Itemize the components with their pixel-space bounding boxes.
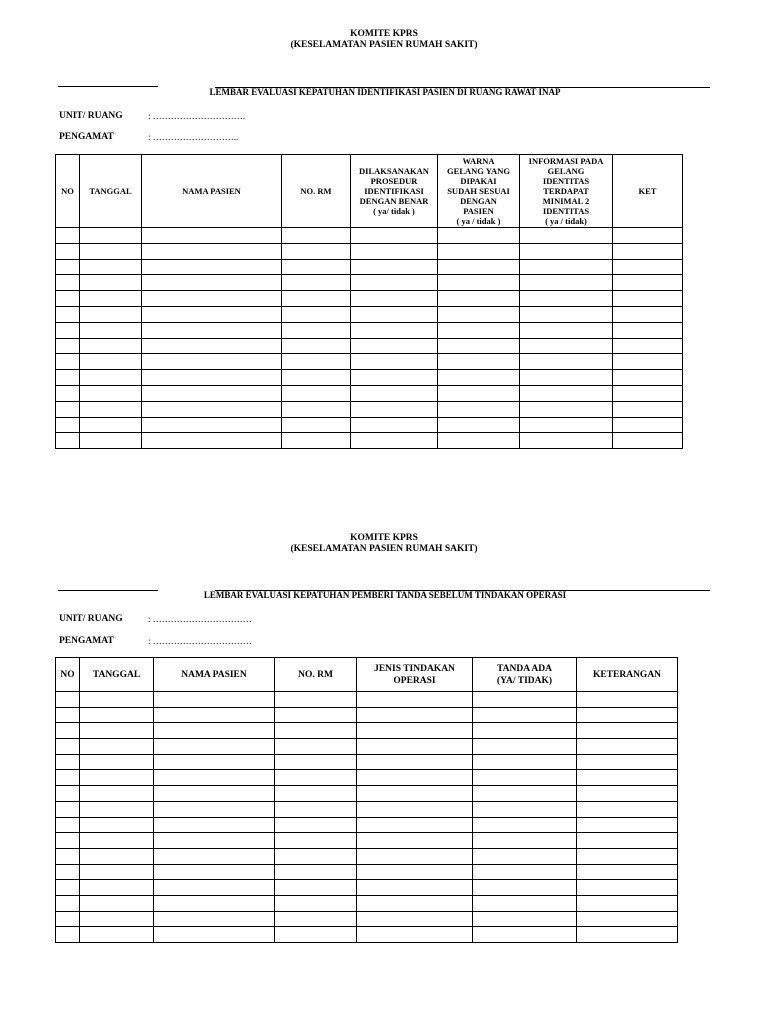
table-cell[interactable] [613,354,683,370]
table-row [56,707,678,723]
table-cell[interactable] [577,801,678,817]
table-cell[interactable] [520,370,613,386]
table-cell[interactable] [80,692,154,708]
table-cell[interactable] [154,895,275,911]
table-cell[interactable] [351,370,438,386]
table-cell[interactable] [56,338,80,354]
table-cell[interactable] [80,707,154,723]
table-cell[interactable] [142,433,282,449]
table-cell[interactable] [520,291,613,307]
table-cell[interactable] [142,275,282,291]
table-cell[interactable] [351,306,438,322]
table-cell[interactable] [275,848,357,864]
table-cell[interactable] [438,354,520,370]
table-cell[interactable] [357,770,473,786]
table-cell[interactable] [56,291,80,307]
table-cell[interactable] [154,770,275,786]
table-cell[interactable] [154,817,275,833]
table-cell[interactable] [56,370,80,386]
table-cell[interactable] [275,754,357,770]
table-cell[interactable] [438,275,520,291]
table-row [56,338,683,354]
table-cell[interactable] [80,385,142,401]
table-cell[interactable] [56,306,80,322]
table-cell[interactable] [275,739,357,755]
table-row [56,801,678,817]
table-cell[interactable] [142,243,282,259]
table-cell[interactable] [80,754,154,770]
table-row [56,723,678,739]
table-cell[interactable] [613,401,683,417]
table-cell[interactable] [56,864,80,880]
table-row [56,259,683,275]
table-cell[interactable] [56,707,80,723]
table-cell[interactable] [473,770,577,786]
table-cell[interactable] [473,817,577,833]
table-cell[interactable] [357,833,473,849]
table-cell[interactable] [80,370,142,386]
table-cell[interactable] [80,833,154,849]
table-cell[interactable] [577,754,678,770]
table-cell[interactable] [154,880,275,896]
table-cell[interactable] [80,401,142,417]
table-cell[interactable] [282,433,351,449]
table-cell[interactable] [275,692,357,708]
table-cell[interactable] [282,401,351,417]
table-cell[interactable] [520,401,613,417]
observer-field: : …………………………… [148,636,252,646]
table-cell[interactable] [473,833,577,849]
table-cell[interactable] [473,927,577,943]
table-cell[interactable] [438,306,520,322]
table-cell[interactable] [154,692,275,708]
table-cell[interactable] [577,817,678,833]
table-cell[interactable] [142,322,282,338]
table-cell[interactable] [275,833,357,849]
table-cell[interactable] [80,927,154,943]
column-header: NO [56,658,80,692]
table-cell[interactable] [357,786,473,802]
table-cell[interactable] [438,259,520,275]
table-cell[interactable] [577,880,678,896]
table-cell[interactable] [56,833,80,849]
table-cell[interactable] [357,801,473,817]
table-cell[interactable] [577,707,678,723]
table-cell[interactable] [154,848,275,864]
table-cell[interactable] [56,228,80,244]
table-cell[interactable] [56,927,80,943]
table-cell[interactable] [56,692,80,708]
table-cell[interactable] [438,243,520,259]
committee-title: KOMITE KPRS [350,29,418,39]
table-cell[interactable] [56,801,80,817]
table-cell[interactable] [275,895,357,911]
table-cell[interactable] [520,228,613,244]
column-header: TANGGAL [80,658,154,692]
table-cell[interactable] [282,243,351,259]
table-cell[interactable] [577,833,678,849]
table-cell[interactable] [154,864,275,880]
table-cell[interactable] [56,848,80,864]
column-header: KETERANGAN [577,658,678,692]
table-row [56,370,683,386]
table-row [56,291,683,307]
table-cell[interactable] [154,927,275,943]
table-cell[interactable] [56,322,80,338]
table-cell[interactable] [80,801,154,817]
table-cell[interactable] [80,895,154,911]
table-cell[interactable] [56,880,80,896]
table-cell[interactable] [473,739,577,755]
table-cell[interactable] [520,275,613,291]
table-cell[interactable] [351,433,438,449]
table-cell[interactable] [56,385,80,401]
table-cell[interactable] [473,911,577,927]
table-cell[interactable] [473,801,577,817]
table-cell[interactable] [80,291,142,307]
unit-field: : …………………………. [148,111,246,121]
table-cell[interactable] [80,417,142,433]
table-cell[interactable] [357,739,473,755]
table-cell[interactable] [56,786,80,802]
table-cell[interactable] [282,275,351,291]
table-cell[interactable] [142,401,282,417]
table-row [56,417,683,433]
table-cell[interactable] [520,322,613,338]
table-cell[interactable] [357,754,473,770]
table-cell[interactable] [56,911,80,927]
table-cell[interactable] [473,707,577,723]
table-cell[interactable] [56,723,80,739]
table-cell[interactable] [282,259,351,275]
table-cell[interactable] [56,243,80,259]
table-cell[interactable] [275,817,357,833]
table-cell[interactable] [351,259,438,275]
column-header: NO. RM [282,155,351,228]
table-cell[interactable] [357,848,473,864]
table-row [56,354,683,370]
table-cell[interactable] [613,322,683,338]
column-header: INFORMASI PADA GELANG IDENTITAS TERDAPAT MINIMAL 2 IDENTITAS ( ya / tidak) [520,155,613,228]
table-cell[interactable] [613,338,683,354]
table-cell[interactable] [282,417,351,433]
committee-subtitle: (KESELAMATAN PASIEN RUMAH SAKIT) [290,544,478,554]
table-cell[interactable] [473,754,577,770]
table-cell[interactable] [154,911,275,927]
table-cell[interactable] [142,291,282,307]
table-cell[interactable] [473,723,577,739]
table-row [56,306,683,322]
table-cell[interactable] [577,864,678,880]
column-header: NO. RM [275,658,357,692]
table-cell[interactable] [438,417,520,433]
table-cell[interactable] [520,417,613,433]
table-cell[interactable] [357,723,473,739]
table-row [56,864,678,880]
table-cell[interactable] [80,338,142,354]
table-cell[interactable] [80,243,142,259]
table-row [56,275,683,291]
table-cell[interactable] [80,848,154,864]
table-cell[interactable] [142,385,282,401]
table-cell[interactable] [142,338,282,354]
table-cell[interactable] [438,338,520,354]
table-cell[interactable] [520,243,613,259]
form-title: LEMBAR EVALUASI KEPATUHAN PEMBERI TANDA SEBELUM TINDAKAN OPERASI [203,590,567,600]
table-cell[interactable] [80,786,154,802]
table-cell[interactable] [577,770,678,786]
table-cell[interactable] [154,723,275,739]
table-cell[interactable] [438,401,520,417]
table-cell[interactable] [577,786,678,802]
table-cell[interactable] [282,291,351,307]
table-cell[interactable] [520,433,613,449]
table-cell[interactable] [80,770,154,786]
table-cell[interactable] [351,275,438,291]
table-cell[interactable] [80,864,154,880]
table-cell[interactable] [275,801,357,817]
table-cell[interactable] [275,723,357,739]
table-cell[interactable] [438,385,520,401]
table-cell[interactable] [438,228,520,244]
evaluation-table-identifikasi [55,154,683,449]
column-header: NAMA PASIEN [154,658,275,692]
committee-subtitle: (KESELAMATAN PASIEN RUMAH SAKIT) [290,40,478,50]
table-cell[interactable] [520,259,613,275]
column-header: NO [56,155,80,228]
table-cell[interactable] [357,817,473,833]
table-cell[interactable] [154,786,275,802]
column-header: KET [613,155,683,228]
table-cell[interactable] [351,354,438,370]
table-cell[interactable] [80,911,154,927]
table-cell[interactable] [80,322,142,338]
table-cell[interactable] [438,433,520,449]
table-cell[interactable] [438,322,520,338]
table-cell[interactable] [473,692,577,708]
observer-label: PENGAMAT [59,636,114,646]
table-cell[interactable] [80,306,142,322]
observer-field: : ……………………….. [148,132,239,142]
table-cell[interactable] [282,385,351,401]
table-cell[interactable] [613,385,683,401]
table-cell[interactable] [142,370,282,386]
table-cell[interactable] [613,370,683,386]
table-row [56,739,678,755]
table-cell[interactable] [80,275,142,291]
table-row [56,880,678,896]
column-header: NAMA PASIEN [142,155,282,228]
table-cell[interactable] [577,723,678,739]
table-cell[interactable] [351,291,438,307]
table-cell[interactable] [56,259,80,275]
table-cell[interactable] [473,786,577,802]
table-cell[interactable] [473,848,577,864]
table-cell[interactable] [473,864,577,880]
table-cell[interactable] [56,770,80,786]
table-row [56,848,678,864]
table-cell[interactable] [56,275,80,291]
table-row [56,895,678,911]
table-row [56,817,678,833]
table-row [56,692,678,708]
column-header: TANDA ADA (YA/ TIDAK) [473,658,577,692]
table-row [56,228,683,244]
table-cell[interactable] [351,338,438,354]
table-cell[interactable] [56,739,80,755]
table-cell[interactable] [275,911,357,927]
table-row [56,433,683,449]
table-cell[interactable] [613,259,683,275]
table-cell[interactable] [282,338,351,354]
table-row [56,385,683,401]
table-cell[interactable] [357,927,473,943]
table-cell[interactable] [275,786,357,802]
table-cell[interactable] [275,770,357,786]
table-row [56,754,678,770]
table-cell[interactable] [613,243,683,259]
unit-label: UNIT/ RUANG [59,111,123,121]
table-cell[interactable] [56,817,80,833]
table-row [56,401,683,417]
table-cell[interactable] [473,895,577,911]
table-cell[interactable] [142,417,282,433]
table-cell[interactable] [154,754,275,770]
table-cell[interactable] [142,306,282,322]
table-cell[interactable] [56,401,80,417]
committee-title: KOMITE KPRS [350,533,418,543]
table-cell[interactable] [282,370,351,386]
table-cell[interactable] [80,433,142,449]
table-cell[interactable] [80,228,142,244]
table-cell[interactable] [351,401,438,417]
table-row [56,322,683,338]
table-cell[interactable] [613,306,683,322]
table-cell[interactable] [154,739,275,755]
table-cell[interactable] [56,354,80,370]
table-cell[interactable] [357,911,473,927]
table-cell[interactable] [80,817,154,833]
table-cell[interactable] [56,895,80,911]
table-cell[interactable] [577,692,678,708]
table-cell[interactable] [357,692,473,708]
table-cell[interactable] [56,754,80,770]
table-cell[interactable] [357,707,473,723]
column-header: WARNA GELANG YANG DIPAKAI SUDAH SESUAI DENGAN PASIEN ( ya / tidak ) [438,155,520,228]
table-row [56,911,678,927]
table-cell[interactable] [357,880,473,896]
table-cell[interactable] [154,707,275,723]
table-cell[interactable] [357,895,473,911]
table-cell[interactable] [80,354,142,370]
table-cell[interactable] [282,306,351,322]
table-cell[interactable] [154,833,275,849]
table-cell[interactable] [613,433,683,449]
table-row [56,786,678,802]
table-cell[interactable] [351,243,438,259]
unit-label: UNIT/ RUANG [59,614,123,624]
table-cell[interactable] [56,417,80,433]
table-cell[interactable] [520,306,613,322]
table-row [56,927,678,943]
table-row [56,833,678,849]
table-cell[interactable] [577,739,678,755]
table-cell[interactable] [438,291,520,307]
column-header: TANGGAL [80,155,142,228]
table-cell[interactable] [613,275,683,291]
table-cell[interactable] [577,895,678,911]
table-cell[interactable] [142,354,282,370]
column-header: DILAKSANAKAN PROSEDUR IDENTIFIKASI DENGAN BENAR ( ya/ tidak ) [351,155,438,228]
table-cell[interactable] [613,228,683,244]
table-cell[interactable] [282,322,351,338]
column-header: JENIS TINDAKAN OPERASI [357,658,473,692]
table-cell[interactable] [56,433,80,449]
table-cell[interactable] [351,322,438,338]
table-cell[interactable] [282,354,351,370]
table-cell[interactable] [80,739,154,755]
table-cell[interactable] [357,864,473,880]
table-cell[interactable] [613,291,683,307]
evaluation-table-operasi [55,657,678,943]
table-cell[interactable] [275,927,357,943]
observer-label: PENGAMAT [59,132,114,142]
table-cell[interactable] [577,927,678,943]
table-cell[interactable] [520,354,613,370]
form-title: LEMBAR EVALUASI KEPATUHAN IDENTIFIKASI PASIEN DI RUANG RAWAT INAP [209,87,561,97]
table-cell[interactable] [275,864,357,880]
table-cell[interactable] [80,723,154,739]
table-cell[interactable] [351,385,438,401]
table-cell[interactable] [80,259,142,275]
table-cell[interactable] [577,911,678,927]
table-cell[interactable] [154,801,275,817]
table-cell[interactable] [80,880,154,896]
table-cell[interactable] [577,848,678,864]
table-row [56,770,678,786]
table-cell[interactable] [351,417,438,433]
table-cell[interactable] [275,707,357,723]
table-cell[interactable] [142,228,282,244]
unit-field: : …………………………… [148,614,252,624]
table-cell[interactable] [520,385,613,401]
table-row [56,243,683,259]
table-cell[interactable] [520,338,613,354]
table-cell[interactable] [142,259,282,275]
table-cell[interactable] [613,417,683,433]
table-cell[interactable] [438,370,520,386]
table-cell[interactable] [282,228,351,244]
table-cell[interactable] [275,880,357,896]
table-cell[interactable] [473,880,577,896]
table-cell[interactable] [351,228,438,244]
